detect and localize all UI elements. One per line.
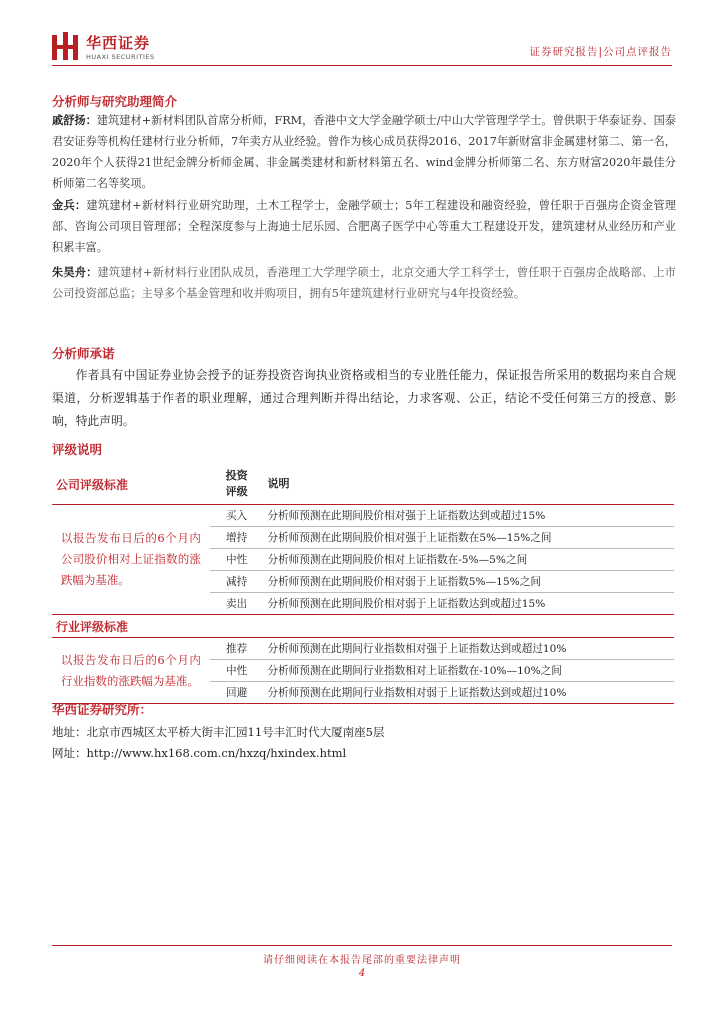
rating-label: 中性 (210, 660, 264, 682)
logo-text: 华西证券 (86, 34, 151, 52)
report-type-label: 证券研究报告|公司点评报告 (529, 46, 672, 58)
analyst-name: 朱昊舟： (52, 266, 98, 279)
company-rating-basis: 以报告发布日后的6个月内公司股价相对上证指数的涨跌幅为基准。 (60, 531, 201, 587)
analyst-section-title: 分析师与研究助理简介 (52, 94, 178, 109)
industry-rating-basis: 以报告发布日后的6个月内行业指数的涨跌幅为基准。 (60, 652, 201, 688)
table-header-row (52, 615, 674, 638)
rating-description: 分析师预测在此期间股价相对上证指数在-5%—5%之间 (264, 549, 675, 571)
analyst-name: 戚舒扬： (52, 114, 97, 127)
analyst-entry (52, 110, 676, 194)
rating-label: 增持 (210, 527, 264, 549)
table-row (52, 638, 674, 660)
rating-label: 减持 (210, 571, 264, 593)
table-header-row (52, 464, 674, 505)
rating-label: 推荐 (210, 638, 264, 660)
rating-description: 分析师预测在此期间股价相对强于上证指数在5%—15%之间 (264, 527, 675, 549)
analyst-bio: 建筑建材+新材料行业团队成员，香港理工大学理学硕士，北京交通大学工科学士，曾任职于百强房企战略部、上市公司投资部总监；主导多个基金管理和收并购项目，拥有5年建筑建材行业研究与4年投资经验。 (52, 266, 676, 300)
header-divider (52, 65, 672, 66)
rating-label: 卖出 (210, 593, 264, 615)
rating-description: 分析师预测在此期间行业指数相对上证指数在-10%—10%之间 (264, 660, 675, 682)
analyst-bio: 建筑建材+新材料团队首席分析师，FRM，香港中文大学金融学硕士/中山大学管理学学士。曾供职于华泰证券、国泰君安证券等机构任建材行业分析师，7年卖方从业经验。曾作为核心成员获得2016、2017年新财富非金属建材第二、第一名，2020年个人获得21世纪金牌分析师金属、非金属类建材和新材料第五名、wind金牌分析师第二名、东方财富2020年最佳分析师第二名等奖项。 (52, 114, 676, 190)
rating-description: 分析师预测在此期间行业指数相对弱于上证指数达到或超过10% (264, 682, 675, 704)
rating-section-title: 评级说明 (52, 442, 103, 457)
commitment-section-title: 分析师承诺 (52, 346, 115, 361)
rating-table (52, 464, 674, 704)
rating-description: 分析师预测在此期间股价相对强于上证指数达到或超过15% (264, 505, 675, 527)
huaxi-logo-icon (52, 32, 78, 62)
analyst-bio: 建筑建材+新材料行业研究助理，土木工程学士，金融学硕士；5年工程建设和融资经验，曾任职于百强房企资金管理部、咨询公司项目管理部；全程深度参与上海迪士尼乐园、合肥离子医学中心等重大工程建设开发，建筑建材从业经历和产业积累丰富。 (52, 199, 676, 254)
industry-rating-header: 行业评级标准 (52, 615, 210, 638)
firm-address: 地址：北京市西城区太平桥大街丰汇园11号丰汇时代大厦南座5层 (52, 725, 385, 739)
rating-column-header: 投资评级 (225, 469, 248, 498)
analyst-entry (52, 262, 676, 304)
commitment-text: 作者具有中国证券业协会授予的证券投资咨询执业资格或相当的专业胜任能力，保证报告所采用的数据均来自合规渠道，分析逻辑基于作者的职业理解，通过合理判断并得出结论，力求客观、公正，结论不受任何第三方的授意、影响，特此声明。 (52, 368, 676, 428)
analyst-name: 金兵： (52, 199, 87, 212)
rating-description: 分析师预测在此期间行业指数相对强于上证指数达到或超过10% (264, 638, 675, 660)
firm-website: 网址：http://www.hx168.com.cn/hxzq/hxindex.html (52, 746, 347, 760)
firm-title: 华西证券研究所： (52, 702, 153, 717)
rating-label: 中性 (210, 549, 264, 571)
analyst-entry (52, 195, 676, 258)
legal-disclaimer-note: 请仔细阅读在本报告尾部的重要法律声明 (263, 955, 461, 966)
company-rating-header: 公司评级标准 (52, 464, 210, 505)
description-column-header: 说明 (264, 464, 675, 505)
footer-divider (52, 945, 672, 946)
rating-description: 分析师预测在此期间股价相对弱于上证指数5%—15%之间 (264, 571, 675, 593)
table-row (52, 505, 674, 527)
logo-english-text: HUAXI SECURITIES (86, 53, 155, 61)
rating-description: 分析师预测在此期间股价相对弱于上证指数达到或超过15% (264, 593, 675, 615)
rating-label: 回避 (210, 682, 264, 704)
page-number: 4 (358, 968, 366, 979)
rating-label: 买入 (210, 505, 264, 527)
page-header (52, 32, 672, 66)
